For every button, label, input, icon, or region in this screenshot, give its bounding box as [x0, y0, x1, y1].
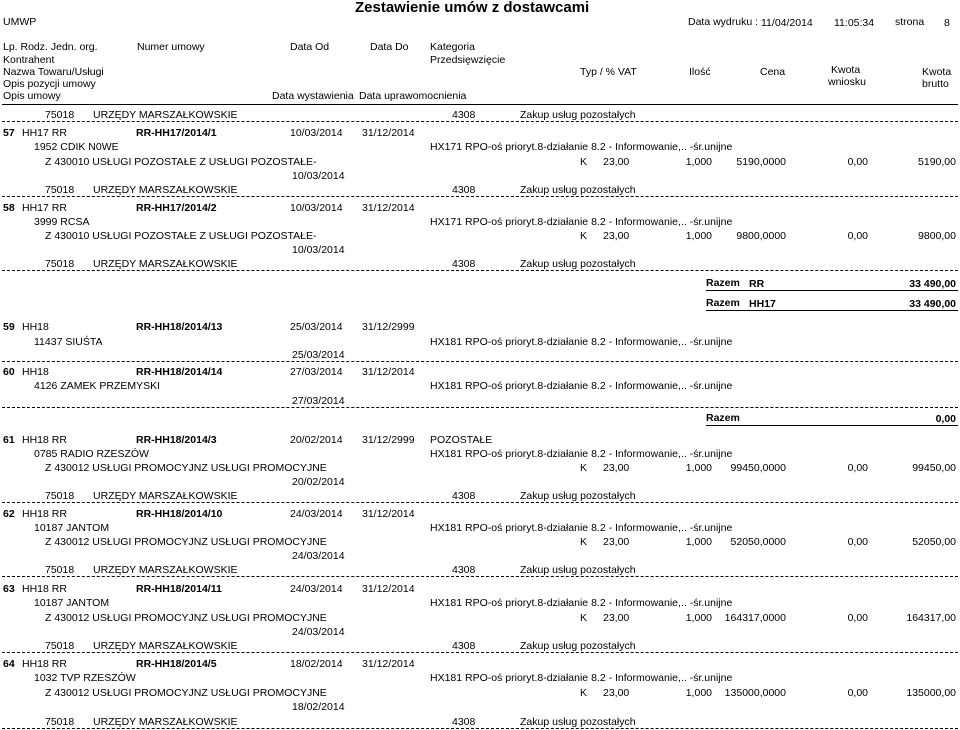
- project: HX181 RPO-oś prioryt.8-działanie 8.2 - Informowanie,.. -śr.unijne: [430, 380, 733, 392]
- col-nazwa: Nazwa Towaru/Usługi: [3, 66, 104, 78]
- subtotal-label: Razem: [706, 297, 740, 309]
- vat-rate: 23,00: [603, 536, 630, 548]
- org-code: 75018: [45, 258, 75, 270]
- cat-code: 4308: [452, 184, 476, 196]
- issue-date: 24/03/2014: [292, 550, 345, 562]
- issue-date: 27/03/2014: [292, 395, 345, 407]
- contract-unit: HH18 RR: [22, 508, 67, 520]
- contract-number: RR-HH18/2014/14: [136, 366, 223, 378]
- org-name: URZĘDY MARSZAŁKOWSKIE: [93, 716, 238, 728]
- project: HX171 RPO-oś prioryt.8-działanie 8.2 - Informowanie,.. -śr.unijne: [430, 141, 733, 153]
- cat-name: Zakup usług pozostałych: [520, 109, 636, 121]
- project: HX181 RPO-oś prioryt.8-działanie 8.2 - Informowanie,.. -śr.unijne: [430, 336, 733, 348]
- separator: [2, 728, 958, 729]
- col-data-do: Data Do: [370, 41, 409, 53]
- contract-number: RR-HH18/2014/13: [136, 321, 223, 333]
- contract-lp: 61: [3, 434, 15, 446]
- price: 9800,0000: [736, 230, 786, 242]
- date-to: 31/12/2014: [362, 508, 415, 520]
- price: 5190,0000: [736, 156, 786, 168]
- contract-unit: HH18: [22, 366, 49, 378]
- date-to: 31/12/2014: [362, 658, 415, 670]
- request-amount: 0,00: [847, 462, 868, 474]
- col-ilosc: Ilość: [689, 66, 711, 78]
- gross-amount: 9800,00: [918, 230, 956, 242]
- col-opis-umowy: Opis umowy: [3, 90, 61, 102]
- item-desc: Z 430010 USŁUGI POZOSTAŁE Z USŁUGI POZOSTAŁE-: [45, 230, 317, 242]
- project: HX181 RPO-oś prioryt.8-działanie 8.2 - Informowanie,.. -śr.unijne: [430, 448, 733, 460]
- subtotal-label: Razem: [706, 277, 740, 289]
- project: HX181 RPO-oś prioryt.8-działanie 8.2 - Informowanie,.. -śr.unijne: [430, 672, 733, 684]
- quantity: 1,000: [685, 462, 712, 474]
- price: 164317,0000: [724, 612, 786, 624]
- project: HX181 RPO-oś prioryt.8-działanie 8.2 - Informowanie,.. -śr.unijne: [430, 522, 733, 534]
- separator: [2, 196, 958, 197]
- quantity: 1,000: [685, 156, 712, 168]
- col-kategoria: Kategoria: [430, 41, 475, 53]
- date-to: 31/12/2014: [362, 127, 415, 139]
- item-desc: Z 430010 USŁUGI POZOSTAŁE Z USŁUGI POZOSTAŁE-: [45, 156, 317, 168]
- vat-type: K: [580, 462, 588, 474]
- issue-date: 18/02/2014: [292, 701, 345, 713]
- contract-number: RR-HH18/2014/5: [136, 658, 217, 670]
- org-name: URZĘDY MARSZAŁKOWSKIE: [93, 640, 238, 652]
- separator: [2, 502, 958, 503]
- gross-amount: 52050,00: [912, 536, 956, 548]
- date-from: 24/03/2014: [290, 508, 343, 520]
- org-code: 75018: [45, 109, 75, 121]
- cat-name: Zakup usług pozostałych: [520, 258, 636, 270]
- cat-code: 4308: [452, 258, 476, 270]
- app-name: UMWP: [3, 16, 37, 28]
- issue-date: 20/02/2014: [292, 476, 345, 488]
- org-name: URZĘDY MARSZAŁKOWSKIE: [93, 490, 238, 502]
- contract-lp: 58: [3, 202, 15, 214]
- vat-type: K: [580, 612, 588, 624]
- subtotal-value: 33 490,00: [909, 278, 956, 290]
- cat-name: Zakup usług pozostałych: [520, 490, 636, 502]
- item-desc: Z 430012 USŁUGI PROMOCYJNZ USŁUGI PROMOCYJNE: [45, 612, 327, 624]
- project: HX171 RPO-oś prioryt.8-działanie 8.2 - Informowanie,.. -śr.unijne: [430, 216, 733, 228]
- vat-type: K: [580, 230, 588, 242]
- subtotal-rule: [706, 290, 958, 291]
- vat-rate: 23,00: [603, 612, 630, 624]
- col-kontrahent: Kontrahent: [3, 54, 55, 66]
- vat-type: K: [580, 156, 588, 168]
- price: 52050,0000: [730, 536, 786, 548]
- subtotal-label: Razem: [706, 412, 740, 424]
- page-label: strona: [895, 16, 925, 28]
- date-from: 10/03/2014: [290, 202, 343, 214]
- col-przedsiewziecie: Przedsięwzięcie: [430, 54, 506, 66]
- contractor: 0785 RADIO RZESZÓW: [34, 448, 149, 460]
- contractor: 3999 RCSA: [34, 216, 90, 228]
- separator: [2, 576, 958, 577]
- contract-number: RR-HH18/2014/3: [136, 434, 217, 446]
- col-lp: Lp. Rodz. Jedn. org.: [3, 41, 98, 53]
- date-to: 31/12/2014: [362, 583, 415, 595]
- contractor: 1952 CDIK N0WE: [34, 141, 119, 153]
- col-numer: Numer umowy: [137, 41, 205, 53]
- subtotal-value: 33 490,00: [909, 298, 956, 310]
- print-time: 11:05:34: [834, 17, 875, 29]
- gross-amount: 5190,00: [918, 156, 956, 168]
- date-from: 10/03/2014: [290, 127, 343, 139]
- contract-lp: 64: [3, 658, 15, 670]
- contractor: 10187 JANTOM: [34, 522, 110, 534]
- subtotal-rule: [706, 310, 958, 311]
- cat-name: Zakup usług pozostałych: [520, 184, 636, 196]
- contract-unit: HH18 RR: [22, 658, 67, 670]
- item-desc: Z 430012 USŁUGI PROMOCYJNZ USŁUGI PROMOCYJNE: [45, 687, 327, 699]
- org-code: 75018: [45, 490, 75, 502]
- contract-unit: HH18: [22, 321, 49, 333]
- vat-rate: 23,00: [603, 230, 630, 242]
- price: 99450,0000: [730, 462, 786, 474]
- contract-lp: 63: [3, 583, 15, 595]
- cat-name: Zakup usług pozostałych: [520, 716, 636, 728]
- col-cena: Cena: [760, 66, 786, 78]
- request-amount: 0,00: [847, 156, 868, 168]
- separator: [2, 652, 958, 653]
- vat-rate: 23,00: [603, 156, 630, 168]
- date-from: 25/03/2014: [290, 321, 343, 333]
- subtotal-group: HH17: [749, 298, 776, 310]
- cat-name: Zakup usług pozostałych: [520, 564, 636, 576]
- quantity: 1,000: [685, 230, 712, 242]
- header-rule: [2, 104, 958, 105]
- contractor: 11437 SIUŚTA: [34, 336, 103, 348]
- separator: [2, 270, 958, 271]
- date-from: 24/03/2014: [290, 583, 343, 595]
- separator: [2, 407, 958, 408]
- contract-number: RR-HH17/2014/1: [136, 127, 217, 139]
- vat-type: K: [580, 687, 588, 699]
- org-name: URZĘDY MARSZAŁKOWSKIE: [93, 109, 238, 121]
- cat-code: 4308: [452, 564, 476, 576]
- contractor: 1032 TVP RZESZÓW: [34, 672, 136, 684]
- issue-date: 24/03/2014: [292, 626, 345, 638]
- contract-lp: 59: [3, 321, 15, 333]
- project: HX181 RPO-oś prioryt.8-działanie 8.2 - Informowanie,.. -śr.unijne: [430, 597, 733, 609]
- org-code: 75018: [45, 640, 75, 652]
- cat-code: 4308: [452, 640, 476, 652]
- date-from: 20/02/2014: [290, 434, 343, 446]
- cat-code: 4308: [452, 490, 476, 502]
- org-code: 75018: [45, 716, 75, 728]
- page-number: 8: [944, 17, 950, 29]
- col-typ: Typ / % VAT: [580, 66, 637, 78]
- col-data-od: Data Od: [290, 41, 330, 53]
- contract-unit: HH17 RR: [22, 127, 67, 139]
- contract-lp: 60: [3, 366, 15, 378]
- contract-number: RR-HH17/2014/2: [136, 202, 217, 214]
- issue-date: 10/03/2014: [292, 170, 345, 182]
- cat-code: 4308: [452, 109, 476, 121]
- contractor: 10187 JANTOM: [34, 597, 110, 609]
- vat-type: K: [580, 536, 588, 548]
- contract-number: RR-HH18/2014/10: [136, 508, 223, 520]
- request-amount: 0,00: [847, 230, 868, 242]
- gross-amount: 99450,00: [912, 462, 956, 474]
- quantity: 1,000: [685, 536, 712, 548]
- item-desc: Z 430012 USŁUGI PROMOCYJNZ USŁUGI PROMOCYJNE: [45, 462, 327, 474]
- col-kwota-brutto-2: brutto: [922, 78, 949, 90]
- cat-name: Zakup usług pozostałych: [520, 640, 636, 652]
- subtotal-value: 0,00: [935, 413, 956, 425]
- col-data-uprawomocnienia: Data uprawomocnienia: [359, 90, 467, 102]
- gross-amount: 135000,00: [906, 687, 956, 699]
- item-desc: Z 430012 USŁUGI PROMOCYJNZ USŁUGI PROMOCYJNE: [45, 536, 327, 548]
- date-to: 31/12/2999: [362, 434, 415, 446]
- contractor: 4126 ZAMEK PRZEMYSKI: [34, 380, 161, 392]
- subtotal-rule: [706, 425, 958, 426]
- org-code: 75018: [45, 184, 75, 196]
- cat-code: 4308: [452, 716, 476, 728]
- col-kwota-wniosku-2: wniosku: [828, 76, 866, 88]
- issue-date: 25/03/2014: [292, 349, 345, 361]
- request-amount: 0,00: [847, 687, 868, 699]
- org-name: URZĘDY MARSZAŁKOWSKIE: [93, 258, 238, 270]
- date-from: 27/03/2014: [290, 366, 343, 378]
- col-data-wystawienia: Data wystawienia: [272, 90, 354, 102]
- report-title: Zestawienie umów z dostawcami: [355, 0, 590, 16]
- separator: [2, 361, 958, 362]
- col-kwota-wniosku: Kwota: [831, 64, 861, 76]
- request-amount: 0,00: [847, 536, 868, 548]
- quantity: 1,000: [685, 687, 712, 699]
- org-name: URZĘDY MARSZAŁKOWSKIE: [93, 184, 238, 196]
- date-to: 31/12/2014: [362, 202, 415, 214]
- price: 135000,0000: [724, 687, 786, 699]
- col-kwota-brutto: Kwota: [922, 66, 952, 78]
- contract-number: RR-HH18/2014/11: [136, 583, 222, 595]
- contract-unit: HH17 RR: [22, 202, 67, 214]
- contract-lp: 62: [3, 508, 15, 520]
- contract-lp: 57: [3, 127, 15, 139]
- print-date-label: Data wydruku :: [688, 16, 759, 28]
- subtotal-group: RR: [749, 278, 765, 290]
- separator: [2, 121, 958, 122]
- category: POZOSTAŁE: [430, 434, 493, 446]
- date-from: 18/02/2014: [290, 658, 343, 670]
- col-opis-pozycji: Opis pozycji umowy: [3, 78, 96, 90]
- vat-rate: 23,00: [603, 462, 630, 474]
- issue-date: 10/03/2014: [292, 244, 345, 256]
- gross-amount: 164317,00: [906, 612, 956, 624]
- org-name: URZĘDY MARSZAŁKOWSKIE: [93, 564, 238, 576]
- print-date: 11/04/2014: [761, 17, 813, 29]
- contract-unit: HH18 RR: [22, 434, 67, 446]
- request-amount: 0,00: [847, 612, 868, 624]
- contract-unit: HH18 RR: [22, 583, 67, 595]
- vat-rate: 23,00: [603, 687, 630, 699]
- date-to: 31/12/2999: [362, 321, 415, 333]
- org-code: 75018: [45, 564, 75, 576]
- date-to: 31/12/2014: [362, 366, 415, 378]
- quantity: 1,000: [685, 612, 712, 624]
